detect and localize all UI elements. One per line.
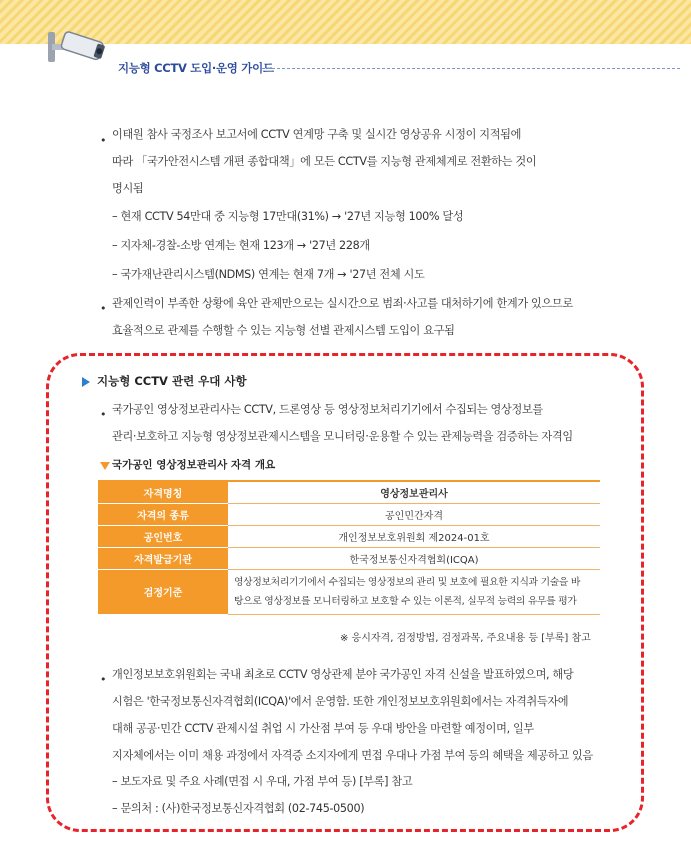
blue-triangle-icon [82, 377, 90, 387]
table-value: 공인민간자격 [228, 503, 600, 525]
section-bullet2-line3: 대해 공공·민간 CCTV 관제시설 취업 시 가산점 부여 등 우대 방안을 마련할 예정이며, 일부 [112, 722, 534, 735]
table-label: 자격명칭 [98, 481, 228, 503]
section-subitem-2: – 문의처 : (사)한국정보통신자격협회 (02-745-0500) [112, 802, 365, 815]
table-label: 자격발급기관 [98, 547, 228, 569]
section-bullet2-line2: 시험은 '한국정보통신자격협회(ICQA)'에서 운영함. 또한 개인정보보호위원회에서는 자격취득자에 [112, 695, 569, 708]
intro-subitem-1: – 현재 CCTV 54만대 중 지능형 17만대(31%) → '27년 지능형 100% 달성 [112, 210, 464, 223]
intro-bullet2-line1: 관제인력이 부족한 상황에 육안 관제만으로는 실시간으로 범죄·사고를 대처하기에 한계가 있으므로 [112, 297, 573, 310]
table-row [98, 503, 600, 525]
section-subitem-1: – 보도자료 및 주요 사례(면접 시 우대, 가점 부여 등) [부록] 참고 [112, 775, 413, 788]
table-value: 영상정보관리사 [228, 481, 600, 503]
bullet-dot: • [100, 408, 107, 421]
section-title: 지능형 CCTV 관련 우대 사항 [97, 374, 247, 388]
section-bullet1-line2: 관리·보호하고 지능형 영상정보관제시스템을 모니터링·운용할 수 있는 관제능력을 검증하는 자격임 [112, 430, 573, 443]
qualification-table [98, 480, 600, 615]
table-value-multiline [228, 569, 600, 614]
table-label: 자격의 종류 [98, 503, 228, 525]
section-bullet1-line1: 국가공인 영상정보관리사는 CCTV, 드론영상 등 영상정보처리기기에서 수집되는 영상정보를 [112, 403, 543, 416]
bullet-dot: • [100, 302, 107, 315]
bullet-dot: • [100, 673, 107, 686]
orange-triangle-icon [100, 462, 110, 470]
table-row [98, 569, 600, 614]
table-value-line: 영상정보처리기기에서 수집되는 영상정보의 관리 및 보호에 필요한 지식과 기술을 바 [234, 576, 581, 588]
intro-subitem-2: – 지자체-경찰-소방 연계는 현재 123개 → '27년 228개 [112, 239, 370, 252]
intro-subitem-3: – 국가재난관리시스템(NDMS) 연계는 현재 7개 → '27년 전체 시도 [112, 268, 425, 281]
section-bullet2-line4: 지자체에서는 이미 채용 과정에서 자격증 소지자에게 면접 우대나 가점 부여 등의 혜택을 제공하고 있음 [112, 749, 593, 762]
table-row [98, 481, 600, 503]
intro-bullet2-line2: 효율적으로 관제를 수행할 수 있는 지능형 선별 관제시스템 도입이 요구됨 [112, 324, 455, 337]
intro-bullet1-line2: 따라 「국가안전시스템 개편 종합대책」에 모든 CCTV를 지능형 관제체계로 전환하는 것이 [112, 155, 537, 168]
section-bullet2-line1: 개인정보보호위원회는 국내 최초로 CCTV 영상관제 분야 국가공인 자격 신설을 발표하였으며, 해당 [112, 668, 574, 681]
table-label: 검정기준 [98, 569, 228, 614]
table-label: 공인번호 [98, 525, 228, 547]
page-header-title: 지능형 CCTV 도입·운영 가이드 [118, 61, 274, 75]
table-row [98, 525, 600, 547]
intro-bullet1-line3: 명시됨 [112, 182, 144, 195]
table-value: 개인정보보호위원회 제2024-01호 [228, 525, 600, 547]
header-divider [262, 68, 680, 69]
intro-bullet1-line1: 이태원 참사 국정조사 보고서에 CCTV 연계망 구축 및 실시간 영상공유 시정이 지적됨에 [112, 128, 522, 141]
table-note: ※ 응시자격, 검정방법, 검정과목, 주요내용 등 [부록] 참고 [340, 633, 591, 644]
cctv-camera-icon [44, 22, 110, 78]
table-caption: 국가공인 영상정보관리사 자격 개요 [112, 459, 276, 471]
table-value-line: 탕으로 영상정보를 모니터링하고 보호할 수 있는 이론적, 실무적 능력의 유무를 평가 [234, 595, 577, 607]
bullet-dot: • [100, 134, 107, 147]
table-row [98, 547, 600, 569]
table-value: 한국정보통신자격협회(ICQA) [228, 547, 600, 569]
